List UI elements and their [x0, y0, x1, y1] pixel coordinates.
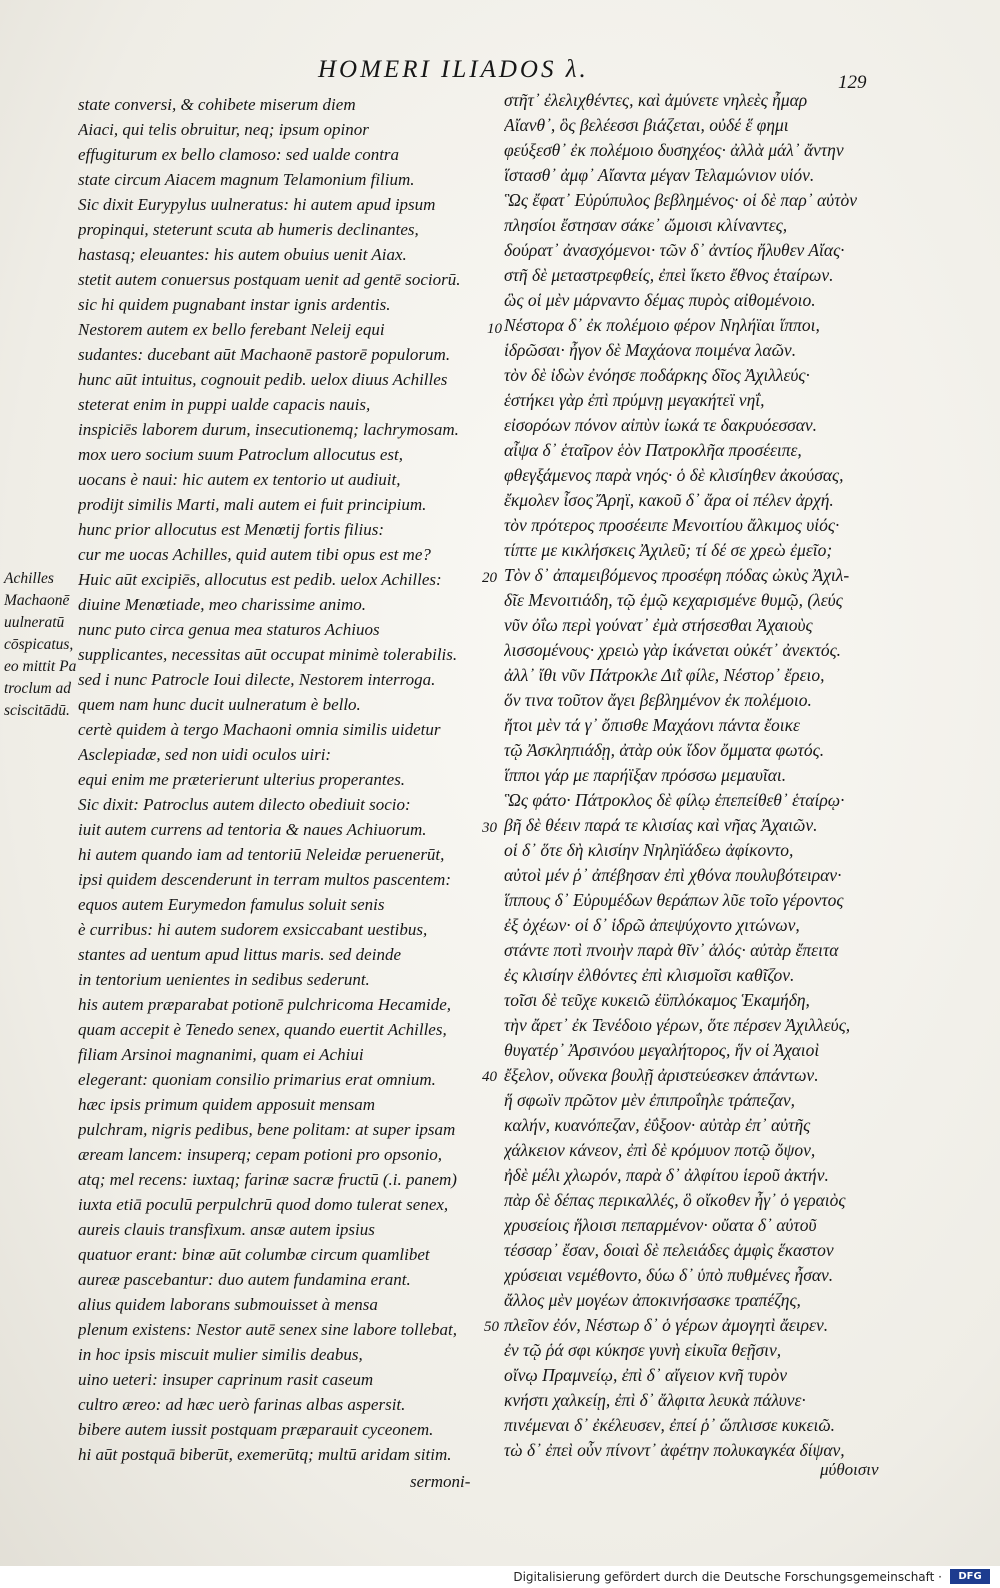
latin-line: quem nam hunc ducit uulneratum è bello. [78, 695, 361, 714]
greek-line: ἤτοι μὲν τά γ᾽ ὄπισθε Μαχάονι πάντα ἔοικε [504, 715, 800, 735]
greek-line: ἀλλ᾽ ἴθι νῦν Πάτροκλε Διῒ φίλε, Νέστορ᾽ ἔρειο, [504, 665, 825, 685]
latin-line: aureis clauis transfixum. ansæ autem ipsius [78, 1220, 375, 1239]
line-number: 10 [487, 321, 502, 337]
greek-line: δῖε Μενοιτιάδη, τῷ ἐμῷ κεχαρισμένε θυμῷ, (λεύς [504, 590, 843, 610]
line-number: 20 [482, 570, 497, 586]
running-head: HOMERI ILIADOS λ. [318, 56, 589, 83]
latin-line: uino ueteri: insuper caprinum rasit caseum [78, 1370, 374, 1389]
greek-line: Αἴανθ᾽, ὃς βελέεσσι βιάζεται, οὐδέ ἕ φημι [504, 115, 789, 135]
latin-line: Aiaci, qui telis obruitur, neq; ipsum opinor [78, 120, 369, 139]
greek-line: Ὣς φάτο· Πάτροκλος δὲ φίλῳ ἐπεπείθεθ᾽ ἑταίρῳ· [504, 790, 845, 810]
latin-text-column [78, 92, 498, 1467]
greek-line: ἄλλος μὲν μογέων ἀποκινήσασκε τραπέζης, [504, 1290, 801, 1310]
greek-line: στῆτ᾽ ἐλελιχθέντες, καὶ ἀμύνετε νηλεὲς ἦμαρ [504, 90, 808, 110]
latin-line: plenum existens: Nestor autē senex sine labore tollebat, [78, 1320, 457, 1339]
latin-line: cultro æreo: ad hæc uerò farinas albas aspersit. [78, 1395, 406, 1414]
latin-line: supplicantes, necessitas aūt occupat minimè tolerabilis. [78, 645, 458, 664]
greek-line: ὅν τινα τοῦτον ἄγει βεβλημένον ἐκ πολέμοιο. [504, 690, 812, 710]
latin-line: state circum Aiacem magnum Telamonium filium. [78, 170, 415, 189]
line-number: 50 [484, 1319, 499, 1335]
latin-line: quam accepit è Tenedo senex, quando euertit Achilles, [78, 1020, 447, 1039]
greek-line: οἱ δ᾽ ὅτε δὴ κλισίην Νηληϊάδεω ἀφίκοντο, [504, 840, 794, 860]
latin-line: hastasq; eleuantes: his autem obuius uenit Aiax. [78, 245, 407, 264]
greek-line: ὣς οἱ μὲν μάρναντο δέμας πυρὸς αἰθομένοιο. [504, 290, 816, 310]
latin-line: sudantes: ducebant aūt Machaonē pastorē populorum. [78, 345, 451, 364]
latin-line: certè quidem à tergo Machaoni omnia similis uidetur [78, 720, 441, 739]
latin-line: steterat enim in puppi ualde capacis nauis, [78, 395, 371, 414]
greek-line: ἔκμολεν ἶσος Ἄρηϊ, κακοῦ δ᾽ ἄρα οἱ πέλεν ἀρχή. [504, 490, 834, 510]
greek-line: ἐν τῷ ῥά σφι κύκησε γυνὴ εἰκυῖα θεῇσιν, [504, 1340, 782, 1360]
greek-line: δούρατ᾽ ἀνασχόμενοι· τῶν δ᾽ ἀντίος ἤλυθεν Αἴας· [504, 240, 845, 260]
digitization-credit: Digitalisierung gefördert durch die Deutsche Forschungsgemeinschaft · [513, 1570, 942, 1584]
latin-line: elegerant: quoniam consilio primarius erat omnium. [78, 1070, 436, 1089]
greek-line: οἴνῳ Πραμνείῳ, ἐπὶ δ᾽ αἴγειον κνῆ τυρὸν [504, 1365, 788, 1385]
greek-line: θυγατέρ᾽ Ἀρσινόου μεγαλήτορος, ἥν οἱ Ἀχαιοὶ [504, 1040, 820, 1060]
marginal-note-line: Achilles [4, 570, 54, 587]
latin-line: stantes ad uentum apud littus maris. sed deinde [78, 945, 401, 964]
greek-line: ἵστασθ᾽ ἀμφ᾽ Αἴαντα μέγαν Τελαμώνιον υἱόν. [504, 165, 815, 185]
greek-line: χρυσείοις ἥλοισι πεπαρμένον· οὔατα δ᾽ αὐτοῦ [504, 1215, 817, 1235]
latin-line: hi autem quando iam ad tentoriū Neleidæ peruenerūt, [78, 845, 445, 864]
greek-line: χάλκειον κάνεον, ἐπὶ δὲ κρόμυον ποτῷ ὄψον, [504, 1140, 816, 1160]
greek-line: ἐξ ὀχέων· οἱ δ᾽ ἱδρῶ ἀπεψύχοντο χιτώνων, [504, 915, 800, 935]
marginal-note-line: troclum ad [4, 680, 72, 697]
greek-line: τὼ δ᾽ ἐπεὶ οὖν πίνοντ᾽ ἀφέτην πολυκαγκέα δίψαν, [504, 1440, 845, 1460]
latin-line: sic hi quidem pugnabant instar ignis ardentis. [78, 295, 391, 314]
latin-line: pulchram, nigris pedibus, bene politam: at super ipsam [78, 1120, 456, 1139]
latin-line: Sic dixit Eurypylus uulneratus: hi autem apud ipsum [78, 195, 436, 214]
greek-line: αἶψα δ᾽ ἑταῖρον ἑὸν Πατροκλῆα προσέειπε, [504, 440, 802, 460]
greek-line: αὐτοὶ μέν ῥ᾽ ἀπέβησαν ἐπὶ χθόνα πουλυβότειραν· [504, 865, 842, 885]
latin-line: bibere autem iussit postquam præparauit cyceonem. [78, 1420, 434, 1439]
latin-line: quatuor erant: binæ aūt columbæ circum quamlibet [78, 1245, 430, 1264]
greek-line: ἔξελον, οὕνεκα βουλῇ ἀριστεύεσκεν ἁπάντων. [504, 1065, 819, 1085]
latin-line: hunc aūt intuitus, cognouit pedib. uelox diuus Achilles [78, 370, 448, 389]
greek-line: τὸν δὲ ἰδὼν ἐνόησε ποδάρκης δῖος Ἀχιλλεύς· [504, 365, 810, 385]
greek-line: στάντε ποτὶ πνοιὴν παρὰ θῖν᾽ ἁλός· αὐτὰρ ἔπειτα [504, 940, 839, 960]
latin-line: cur me uocas Achilles, quid autem tibi opus est me? [78, 545, 431, 564]
dfg-logo: DFG [950, 1569, 990, 1584]
greek-line: κνήστι χαλκείῃ, ἐπὶ δ᾽ ἄλφιτα λευκὰ πάλυνε· [504, 1390, 806, 1410]
latin-line: in tentorium uenientes in sedibus sederunt. [78, 970, 370, 989]
greek-line: Νέστορα δ᾽ ἐκ πολέμοιο φέρον Νηλήϊαι ἵπποι, [504, 315, 820, 335]
greek-line: ἥ σφωϊν πρῶτον μὲν ἐπιπροΐηλε τράπεζαν, [504, 1090, 795, 1110]
latin-line: equos autem Eurymedon famulus soluit senis [78, 895, 385, 914]
latin-line: Nestorem autem ex bello ferebant Neleij equi [78, 320, 385, 339]
greek-line: τοῖσι δὲ τεῦχε κυκειῶ ἐϋπλόκαμος Ἑκαμήδη, [504, 990, 810, 1010]
latin-line: æream lancem: insuperq; cepam potioni pro opsonio, [78, 1145, 443, 1164]
latin-line: his autem præparabat potionē pulchricoma Hecamide, [78, 995, 452, 1014]
latin-line: effugiturum ex bello clamoso: sed ualde contra [78, 145, 400, 164]
latin-line: nunc puto circa genua mea staturos Achiuos [78, 620, 380, 639]
greek-line: βῆ δὲ θέειν παρά τε κλισίας καὶ νῆας Ἀχαιῶν. [504, 815, 818, 835]
greek-line: ἵπποι γάρ με παρήϊξαν πρόσσω μεμαυῖαι. [504, 765, 787, 785]
greek-line: νῦν ὀΐω περὶ γούνατ᾽ ἐμὰ στήσεσθαι Ἀχαιοὺς [504, 615, 813, 635]
greek-line: πλησίοι ἔστησαν σάκε᾽ ὤμοισι κλίναντες, [504, 215, 788, 235]
latin-line: diuine Menœtiade, meo charissime animo. [78, 595, 367, 614]
latin-line: Sic dixit: Patroclus autem dilecto obediuit socio: [78, 795, 411, 814]
latin-line: aureæ pascebantur: duo autem fundamina erant. [78, 1270, 411, 1289]
latin-line: inspiciēs laborem durum, insecutionemq; lachrymosam. [78, 420, 459, 439]
line-number: 40 [482, 1069, 497, 1085]
latin-line: in hoc ipsis miscuit mulier similis deabus, [78, 1345, 363, 1364]
latin-line: equi enim me præterierunt ulterius properantes. [78, 770, 406, 789]
marginal-note-line: Machaonē [4, 592, 70, 609]
greek-line: λισσομένους· χρειὼ γὰρ ἱκάνεται οὐκέτ᾽ ἀνεκτός. [504, 640, 842, 660]
latin-line: iuxta etiā poculū perpulchrū quod domo tulerat senex, [78, 1195, 449, 1214]
latin-line: propinqui, steterunt scuta ab humeris declinantes, [78, 220, 419, 239]
marginal-note-line: sciscitādū. [4, 702, 70, 719]
latin-line: prodijt similis Marti, mali autem ei fuit principium. [78, 495, 427, 514]
greek-line: τέσσαρ᾽ ἔσαν, δοιαὶ δὲ πελειάδες ἀμφὶς ἕκαστον [504, 1240, 834, 1260]
latin-line: uocans è naui: hic autem ex tentorio ut audiuit, [78, 470, 401, 489]
marginal-note [4, 568, 78, 722]
greek-text-column [504, 88, 894, 1463]
latin-line: hunc prior allocutus est Menœtij fortis filius: [78, 520, 384, 539]
greek-line: πλεῖον ἐόν, Νέστωρ δ᾽ ὁ γέρων ἀμογητὶ ἄειρεν. [504, 1315, 829, 1335]
latin-line: Huic aūt excipiēs, allocutus est pedib. uelox Achilles: [78, 570, 442, 589]
latin-line: stetit autem conuersus postquam uenit ad gentē sociorū. [78, 270, 461, 289]
greek-line: πὰρ δὲ δέπας περικαλλές, ὃ οἴκοθεν ἦγ᾽ ὁ γεραιὸς [504, 1190, 846, 1210]
greek-line: ἵππους δ᾽ Εὐρυμέδων θεράπων λῦε τοῖο γέροντος [504, 890, 844, 910]
greek-line: χρύσειαι νεμέθοντο, δύω δ᾽ ὑπὸ πυθμένες ἦσαν. [504, 1265, 834, 1285]
greek-line: τὸν πρότερος προσέειπε Μενοιτίου ἄλκιμος υἱός· [504, 515, 840, 535]
latin-line: è curribus: hi autem sudorem exsiccabant uestibus, [78, 920, 428, 939]
page-number: 129 [838, 72, 867, 93]
greek-catchword: μύθοισιν [820, 1460, 879, 1479]
latin-line: filiam Arsinoi magnanimi, quam ei Achiui [78, 1045, 364, 1064]
line-number: 30 [482, 820, 497, 836]
latin-line: hi aūt postquā biberūt, exemerūtq; multū aridam sitim. [78, 1445, 452, 1464]
greek-line: Τὸν δ᾽ ἀπαμειβόμενος προσέφη πόδας ὠκὺς Ἀχιλ- [504, 565, 850, 585]
greek-line: τὴν ἄρετ᾽ ἐκ Τενέδοιο γέρων, ὅτε πέρσεν Ἀχιλλεύς, [504, 1015, 851, 1035]
latin-catchword: sermoni- [410, 1472, 471, 1491]
greek-line: ἱδρῶσαι· ἦγον δὲ Μαχάονα ποιμένα λαῶν. [504, 340, 797, 360]
greek-line: εἰσορόων πόνον αἰπὺν ἰωκά τε δακρυόεσσαν. [504, 415, 818, 435]
marginal-note-line: eo mittit Pa [4, 658, 77, 675]
greek-line: ἠδὲ μέλι χλωρόν, παρὰ δ᾽ ἀλφίτου ἱεροῦ ἀκτήν. [504, 1165, 829, 1185]
greek-line: στῆ δὲ μεταστρεφθείς, ἐπεὶ ἵκετο ἔθνος ἑταίρων. [504, 265, 834, 285]
latin-line: atq; mel recens: iuxtaq; farinæ sacræ fructū (.i. panem) [78, 1170, 457, 1189]
greek-line: τῷ Ἀσκληπιάδῃ, ἀτὰρ οὐκ ἴδον ὄμματα φωτός. [504, 740, 825, 760]
greek-line: ἑστήκει γὰρ ἐπὶ πρύμνῃ μεγακήτεϊ νηΐ, [504, 390, 765, 410]
greek-line: Ὣς ἔφατ᾽ Εὐρύπυλος βεβλημένος· οἱ δὲ παρ᾽ αὐτὸν [504, 190, 857, 210]
greek-line: πινέμεναι δ᾽ ἐκέλευσεν, ἐπεί ῥ᾽ ὥπλισσε κυκειῶ. [504, 1415, 836, 1435]
greek-line: φεύξεσθ᾽ ἐκ πολέμοιο δυσηχέος· ἀλλὰ μάλ᾽ ἄντην [504, 140, 844, 160]
latin-line: hæc ipsis primum quidem apposuit mensam [78, 1095, 376, 1114]
latin-line: mox uero socium suum Patroclum allocutus est, [78, 445, 404, 464]
latin-line: alius quidem laborans submouisset à mensa [78, 1295, 378, 1314]
greek-line: φθεγξάμενος παρὰ νηός· ὁ δὲ κλισίηθεν ἀκούσας, [504, 465, 844, 485]
marginal-note-line: cōspicatus, [4, 636, 74, 653]
greek-line: τίπτε με κικλήσκεις Ἀχιλεῦ; τί δέ σε χρεὼ ἐμεῖο; [504, 540, 833, 560]
latin-line: ipsi quidem descenderunt in terram multos pascentem: [78, 870, 451, 889]
latin-line: iuit autem currens ad tentoria & naues Achiuorum. [78, 820, 427, 839]
latin-line: state conversi, & cohibete miserum diem [78, 95, 356, 114]
marginal-note-line: uulneratū [4, 614, 65, 631]
greek-line: καλήν, κυανόπεζαν, ἐΰξοον· αὐτὰρ ἐπ᾽ αὐτῆς [504, 1115, 811, 1135]
greek-line: ἐς κλισίην ἐλθόντες ἐπὶ κλισμοῖσι καθῖζον. [504, 965, 795, 985]
latin-line: Asclepiadæ, sed non uidi oculos uiri: [78, 745, 332, 764]
latin-line: sed i nunc Patrocle Ioui dilecte, Nestorem interroga. [78, 670, 436, 689]
